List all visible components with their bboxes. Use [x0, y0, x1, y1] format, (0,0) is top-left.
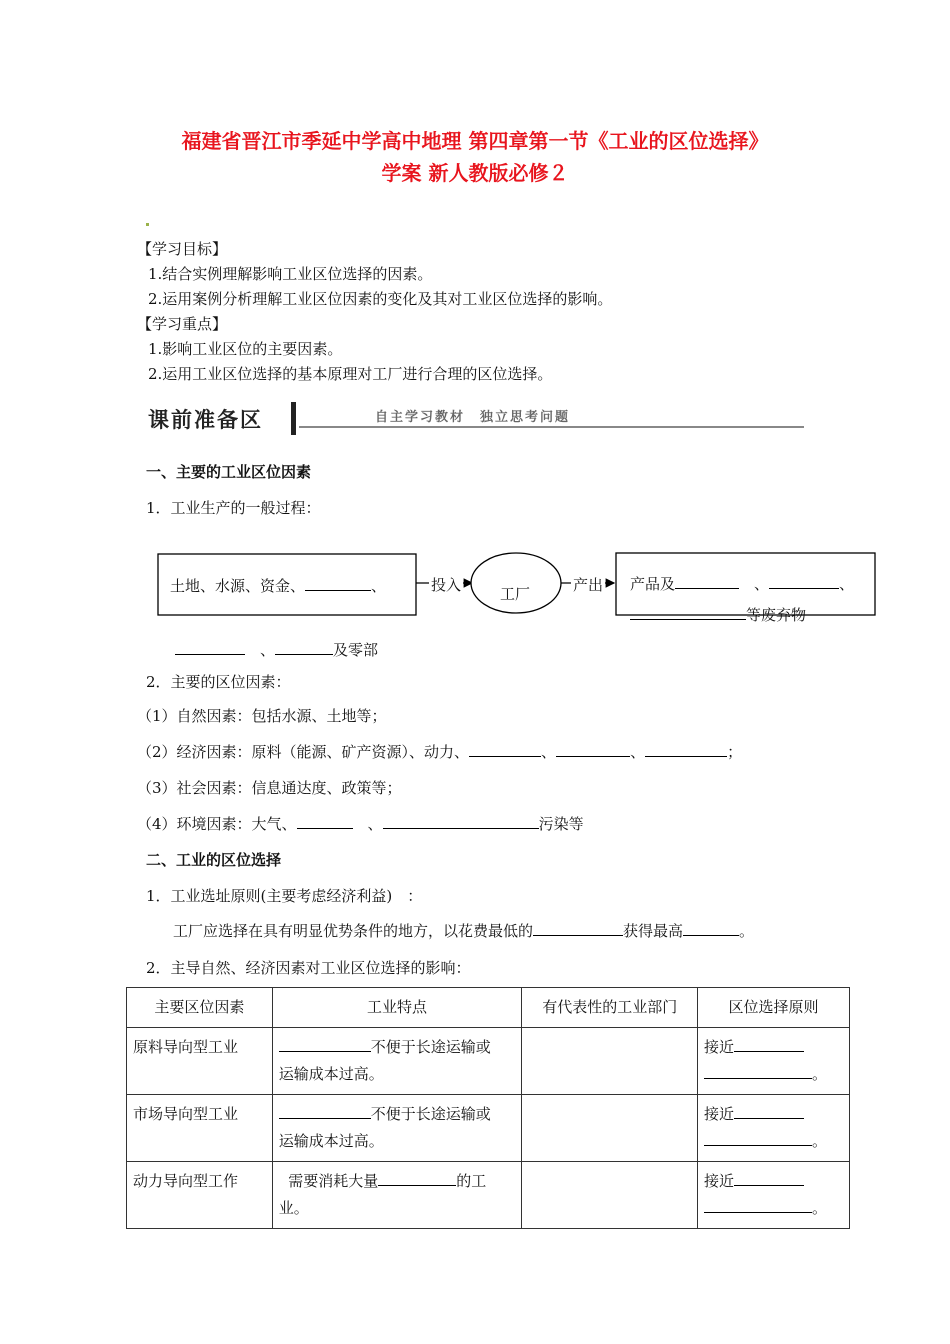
section2-item2: 2．主导自然、经济因素对工业区位选择的影响：	[146, 959, 471, 977]
table-cell-factor: 市场导向型工业	[127, 1095, 273, 1162]
focus-item-2: 2.运用工业区位选择的基本原理对工厂进行合理的区位选择。	[148, 365, 553, 383]
input-continuation: 、 及零部	[175, 639, 378, 660]
section2-item1: 1．工业选址原则(主要考虑经济利益) ：	[146, 887, 423, 905]
output-box-text-2: 等废弃物	[630, 604, 806, 625]
focus-heading: 【学习重点】	[137, 315, 228, 333]
output-box-text: 产品及 、 、	[630, 575, 855, 593]
table-header: 主要区位因素	[127, 988, 273, 1028]
goals-heading: 【学习目标】	[137, 240, 228, 258]
input-arrow-label: 投入	[431, 576, 462, 594]
section1-item1: 1．工业生产的一般过程：	[146, 499, 321, 517]
banner-underline	[299, 426, 804, 428]
table-cell-rule: 接近 。	[698, 1095, 850, 1162]
table-cell-factor: 原料导向型工业	[127, 1028, 273, 1095]
table-row	[127, 1162, 850, 1229]
document-title-line2: 学案 新人教版必修２	[381, 161, 569, 185]
goal-item-2: 2.运用案例分析理解工业区位因素的变化及其对工业区位选择的影响。	[148, 290, 613, 308]
table-cell-sector	[522, 1162, 698, 1229]
table-cell-factor: 动力导向型工作	[127, 1162, 273, 1229]
principle-text: 工厂应选择在具有明显优势条件的地方，以花费最低的 获得最高 。	[173, 922, 755, 940]
location-factor-table	[126, 987, 850, 1229]
table-cell-feature: 不便于长途运输或 运输成本过高。	[272, 1095, 522, 1162]
banner-title: 课前准备区	[148, 408, 263, 432]
banner-divider	[291, 402, 296, 435]
section1-item2: 2．主要的区位因素：	[146, 673, 291, 691]
table-header: 区位选择原则	[698, 988, 850, 1028]
banner-subtitle: 自主学习教材 独立思考问题	[375, 410, 571, 425]
table-header: 有代表性的工业部门	[522, 988, 698, 1028]
marker-dot	[146, 223, 149, 226]
section2-heading: 二、工业的区位选择	[146, 851, 282, 869]
table-cell-rule: 接近 。	[698, 1162, 850, 1229]
table-cell-feature: 不便于长途运输或 运输成本过高。	[272, 1028, 522, 1095]
section1-heading: 一、主要的工业区位因素	[146, 463, 312, 481]
output-arrow-label: 产出	[573, 576, 604, 594]
table-cell-rule: 接近 。	[698, 1028, 850, 1095]
table-row	[127, 1028, 850, 1095]
table-cell-sector	[522, 1028, 698, 1095]
factor-environment: （4）环境因素：大气、 、 污染等	[137, 815, 584, 833]
factory-label: 工厂	[500, 585, 531, 603]
table-header: 工业特点	[272, 988, 522, 1028]
factor-social: （3）社会因素：信息通达度、政策等；	[137, 779, 402, 797]
focus-item-1: 1.影响工业区位的主要因素。	[148, 340, 343, 358]
goal-item-1: 1.结合实例理解影响工业区位选择的因素。	[148, 265, 433, 283]
factor-natural: （1）自然因素：包括水源、土地等；	[137, 707, 387, 725]
table-cell-feature: 需要消耗大量 的工 业。	[272, 1162, 522, 1229]
input-box-text: 土地、水源、资金、 、	[170, 577, 387, 595]
table-cell-sector	[522, 1095, 698, 1162]
table-header-row	[127, 988, 850, 1028]
factor-economic: （2）经济因素：原料（能源、矿产资源）、动力、 、 、 ；	[137, 743, 743, 761]
document-title-line1: 福建省晋江市季延中学高中地理 第四章第一节《工业的区位选择》	[181, 129, 769, 153]
table-row	[127, 1095, 850, 1162]
